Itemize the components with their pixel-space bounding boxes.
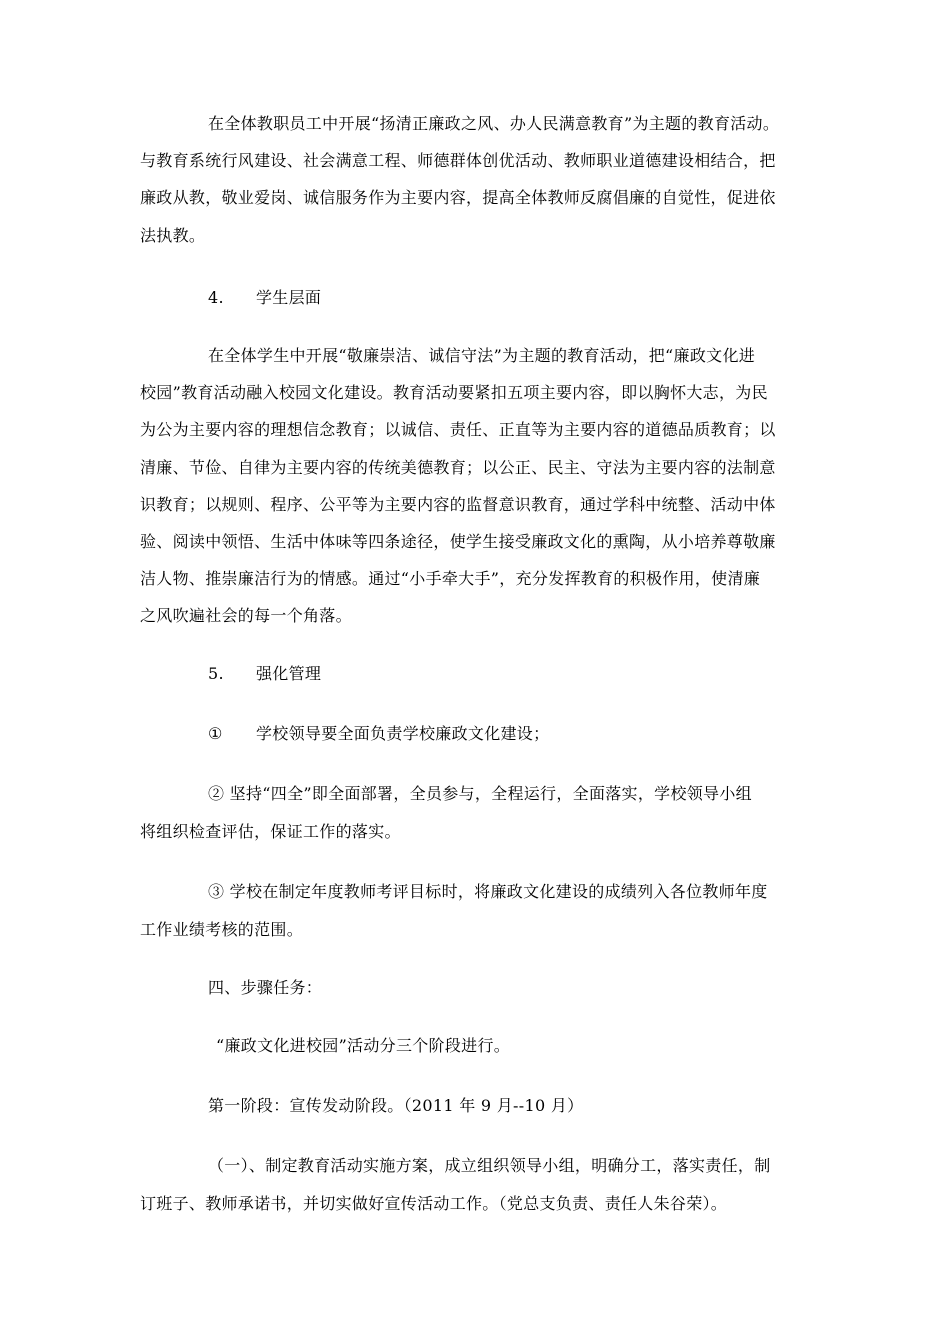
- item-3-line-1: ③ 学校在制定年度教师考评目标时，将廉政文化建设的成绩列入各位教师年度: [208, 882, 768, 901]
- para1-line-1: 在全体教职员工中开展“扬清正廉政之风、办人民满意教育”为主题的教育活动。: [208, 114, 780, 133]
- item-2-line-2: 将组织检查评估，保证工作的落实。: [140, 822, 401, 841]
- heading-5-title: 强化管理: [256, 664, 322, 683]
- item-1-text: 学校领导要全面负责学校廉政文化建设；: [256, 724, 550, 743]
- item-2-line-1: ② 坚持“四全”即全面部署，全员参与，全程运行，全面落实，学校领导小组: [208, 784, 752, 803]
- para2-line-4: 清廉、节俭、自律为主要内容的传统美德教育；以公正、民主、守法为主要内容的法制意: [140, 458, 776, 477]
- para2-line-8: 之风吹遍社会的每一个角落。: [140, 606, 352, 625]
- para1-line-3: 廉政从教，敬业爱岗、诚信服务作为主要内容，提高全体教师反腐倡廉的自觉性，促进依: [140, 188, 776, 207]
- para2-line-1: 在全体学生中开展“敬廉崇洁、诚信守法”为主题的教育活动，把“廉政文化进: [208, 346, 756, 365]
- para1-line-4: 法执教。: [140, 226, 206, 245]
- item-3-line-2: 工作业绩考核的范围。: [140, 920, 304, 939]
- para2-line-2: 校园”教育活动融入校园文化建设。教育活动要紧扣五项主要内容，即以胸怀大志，为民: [140, 383, 768, 402]
- para3-line-1: （一）、制定教育活动实施方案，成立组织领导小组，明确分工，落实责任，制: [208, 1156, 771, 1175]
- item-1-number: ①: [208, 724, 223, 743]
- stage-1-heading: 第一阶段：宣传发动阶段。（2011 年 9 月--10 月）: [208, 1096, 584, 1115]
- para1-line-2: 与教育系统行风建设、社会满意工程、师德群体创优活动、教师职业道德建设相结合，把: [140, 151, 776, 170]
- para2-line-5: 识教育；以规则、程序、公平等为主要内容的监督意识教育，通过学科中统整、活动中体: [140, 495, 776, 514]
- heading-5-number: 5.: [208, 664, 224, 683]
- para2-line-3: 为公为主要内容的理想信念教育；以诚信、责任、正直等为主要内容的道德品质教育；以: [140, 420, 776, 439]
- section-4-heading: 四、步骤任务：: [208, 978, 323, 997]
- para2-line-6: 验、阅读中领悟、生活中体味等四条途径，使学生接受廉政文化的熏陶，从小培养尊敬廉: [140, 532, 776, 551]
- heading-4-title: 学生层面: [256, 288, 322, 307]
- para2-line-7: 洁人物、推崇廉洁行为的情感。通过“小手牵大手”，充分发挥教育的积极作用，使清廉: [140, 569, 761, 588]
- para3-line-2: 订班子、教师承诺书，并切实做好宣传活动工作。（党总支负责、责任人朱谷荣）。: [140, 1194, 728, 1213]
- stages-intro: “廉政文化进校园”活动分三个阶段进行。: [216, 1036, 511, 1055]
- heading-4-number: 4.: [208, 288, 224, 307]
